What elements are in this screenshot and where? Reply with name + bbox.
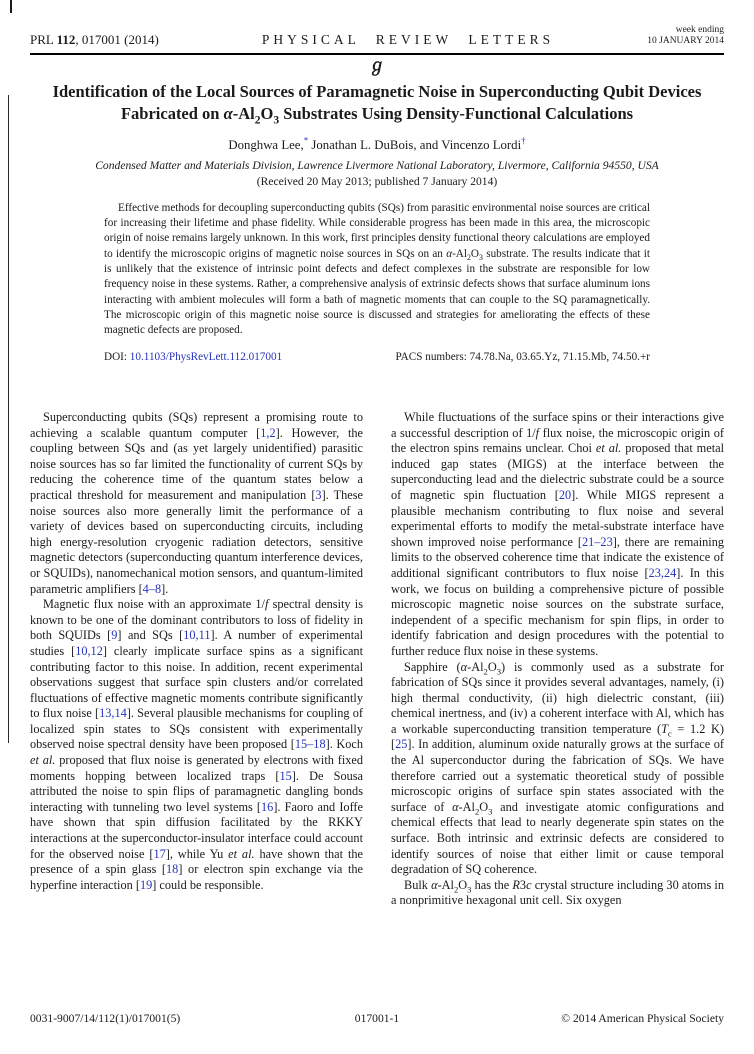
doi-line: DOI: 10.1103/PhysRevLett.112.017001 xyxy=(104,351,283,364)
author-list: Donghwa Lee,* Jonathan L. DuBois, and Vincenzo Lordi† xyxy=(228,135,526,152)
inline-link[interactable]: 16 xyxy=(261,799,274,814)
inline-link[interactable]: 17 xyxy=(153,846,166,861)
header-rule xyxy=(30,53,724,55)
page-number: 017001-1 xyxy=(354,1012,400,1025)
page-header xyxy=(30,25,724,48)
inline-link[interactable]: 25 xyxy=(395,737,408,752)
inline-link[interactable]: 9 xyxy=(111,628,118,643)
body-paragraph: Magnetic flux noise with an approximate 1/f spectral density is known to be one of the dominant contributors to loss of fidelity in both SQUIDs [9] and SQs [10,11]. A number of experimental studies [10,12] clearly implicate surface spins as a significant contributing factor to this noise. In addition, recent experimental observations suggest that surface spin clusters and/or correlated fluctuations of effective magnetic moments contribute significantly to flux noise [13,14]. Several plausible mechanisms for coupling of localized spin states to SQs consistent with experimentally observed noise spectral density have been proposed [15–18]. Koch et al. proposed that flux noise is generated by electrons with fixed moments hopping between localized traps [15]. De Sousa attributed the noise to spin flips of paramagnetic dangling bonds interacting with tunneling two level systems [16]. Faoro and Ioffe have shown that spin diffusion facilitated by the RKKY interactions at the superconductor-insulator interface could account for the observed noise [17], while Yu et al. have shown that the presence of a spin glass [18] or electron spin exchange via the hyperfine interaction [19] could be responsible. xyxy=(30,597,364,892)
inline-link[interactable]: 18 xyxy=(166,862,179,877)
paper-title-line2: Fabricated on $\alpha-Al_2O_3$ Substrates Using Density-Functional Calculations xyxy=(120,103,634,127)
copyright: © 2014 American Physical Society xyxy=(561,1012,724,1025)
scan-artifact-line xyxy=(8,95,9,743)
week-ending-label: week ending xyxy=(675,25,724,35)
inline-link[interactable]: † xyxy=(521,135,526,146)
doi-pacs-row xyxy=(104,351,650,363)
issn-code: 0031-9007/14/112(1)/017001(5) xyxy=(30,1012,181,1025)
right-column xyxy=(391,410,724,909)
inline-link[interactable]: 10.1103/PhysRevLett.112.017001 xyxy=(129,351,283,364)
journal-citation: PRL 112, 017001 (2014) xyxy=(30,31,159,47)
inline-link[interactable]: * xyxy=(303,135,309,146)
inline-link[interactable]: 10,11 xyxy=(183,628,211,643)
inline-link[interactable]: 15 xyxy=(279,768,292,783)
inline-link[interactable]: 13,14 xyxy=(99,706,127,721)
inline-link[interactable]: 1,2 xyxy=(260,425,276,440)
inline-link[interactable]: 19 xyxy=(139,877,153,892)
issue-date-value: 10 JANUARY 2014 xyxy=(647,36,724,47)
section-ornament-icon: ℊ xyxy=(368,55,386,75)
issue-date xyxy=(647,25,724,48)
left-column xyxy=(30,410,363,909)
abstract: Effective methods for decoupling superconducting qubits (SQs) from parasitic environmental noise sources are critical for increasing their lifetime and phase fidelity. While considerable progress has been made in this area, the microscopic origin of noise remains largely unknown. In this work, first principles density functional theory calculations are employed to identify the microscopic origins of magnetic noise sources in SQs on an $\alpha-Al_2O_3$ substrate. The results indicate that it is unlikely that the existence of intrinsic point defects and defect complexes in the substrate are responsible for low frequency noise in these systems. Rather, a comprehensive analysis of extrinsic defects shows that surface aluminum ions interacting with ambient molecules will form a bath of magnetic moments that can couple to the SQ paramagnetically. The microscopic origin of this magnetic noise source is discussed and strategies for ameliorating the effects of these magnetic defects are proposed. xyxy=(104,201,651,337)
inline-link[interactable]: 4–8 xyxy=(142,581,162,596)
inline-link[interactable]: 21–23 xyxy=(581,534,613,549)
received-dates: (Received 20 May 2013; published 7 January 2014) xyxy=(256,174,498,188)
scan-artifact-tick xyxy=(10,0,12,13)
inline-link[interactable]: 20 xyxy=(558,487,572,502)
inline-link[interactable]: 3 xyxy=(315,487,322,502)
pacs-line: PACS numbers: 74.78.Na, 03.65.Yz, 71.15.Mb, 74.50.+r xyxy=(395,351,650,364)
paper-title-line1: Identification of the Local Sources of Paramagnetic Noise in Superconducting Qubit Devices xyxy=(52,81,702,101)
paper-title xyxy=(35,81,719,125)
body-columns xyxy=(30,410,724,909)
body-paragraph: Superconducting qubits (SQs) represent a promising route to achieving a scalable quantum computer [1,2]. However, the coupling between SQs and (as yet largely unidentified) parasitic noise sources has so far limited the functionality of current SQs by reducing the coherence time of the quantum states below a practical threshold for measurement and manipulation [3]. These noise sources also more generally limit the performance of a variety of devices based on superconducting circuits, including high energy-resolution cryogenic radiation detectors, sensitive magnetic detectors (superconducting quantum interference devices, or SQUIDs), nanomechanical motion sensors, and quantum-limited parametric amplifiers [4–8]. xyxy=(30,410,364,596)
page-footer xyxy=(30,1012,724,1025)
affiliation: Condensed Matter and Materials Division, Lawrence Livermore National Laboratory, Livermore, California 94550, USA xyxy=(95,158,659,172)
body-paragraph: Sapphire $(\alpha-Al_2O_3)$ is commonly used as a substrate for fabrication of SQs since it provides several advantages, namely, (i) high thermal conductivity, (ii) high dielectric constant, (iii) chemical inertness, and (iv) a coherent interface with Al, which has a workable superconducting transition temperature ($T_c = 1.2$ K) [25]. In addition, aluminum oxide naturally grows at the surface of the Al superconductor during the fabrication of SQs. We have therefore carried out a systematic theoretical study of possible microscopic origins of surface spin states associated with the surface of $\alpha-Al_2O_3$ and investigate atomic configurations and chemical effects that lead to nearly degenerate spin states on the surface. Both intrinsic and extrinsic defects are considered to identify sources of noise that either limit or cause temporal degradation of SQ coherence. xyxy=(391,659,724,877)
inline-link[interactable]: 15–18 xyxy=(294,737,326,752)
inline-link[interactable]: 23,24 xyxy=(648,565,677,580)
body-paragraph: Bulk $\alpha-Al_2O_3$ has the R3c crystal structure including 30 atoms in a nonprimitive hexagonal unit cell. Six oxygen xyxy=(391,877,724,908)
body-paragraph: While fluctuations of the surface spins or their interactions give a successful description of 1/f flux noise, the microscopic origin of the electron spins remains unclear. Choi et al. proposed that metal induced gap states (MIGS) at the interface between the superconducting lead and the dielectric substrate could be a source of magnetic spin fluctuation [20]. While MIGS represent a plausible mechanism contributing to flux noise and several experimental efforts to modify the metal-substrate interface have shown improved noise performance [21–23], there are remaining limits to the observed coherence time that indicate the existence of additional significant contributors to flux noise [23,24]. In this work, we focus on building a comprehensive picture of possible microscopic magnetic noise sources on the substrate surface, independent of a specific mechanism for spin flips, in order to identify fabrication and design procedures with the potential to further reduce flux noise in these systems. xyxy=(391,410,725,658)
inline-link[interactable]: 10,12 xyxy=(75,643,103,658)
journal-name: PHYSICAL REVIEW LETTERS xyxy=(261,31,555,47)
